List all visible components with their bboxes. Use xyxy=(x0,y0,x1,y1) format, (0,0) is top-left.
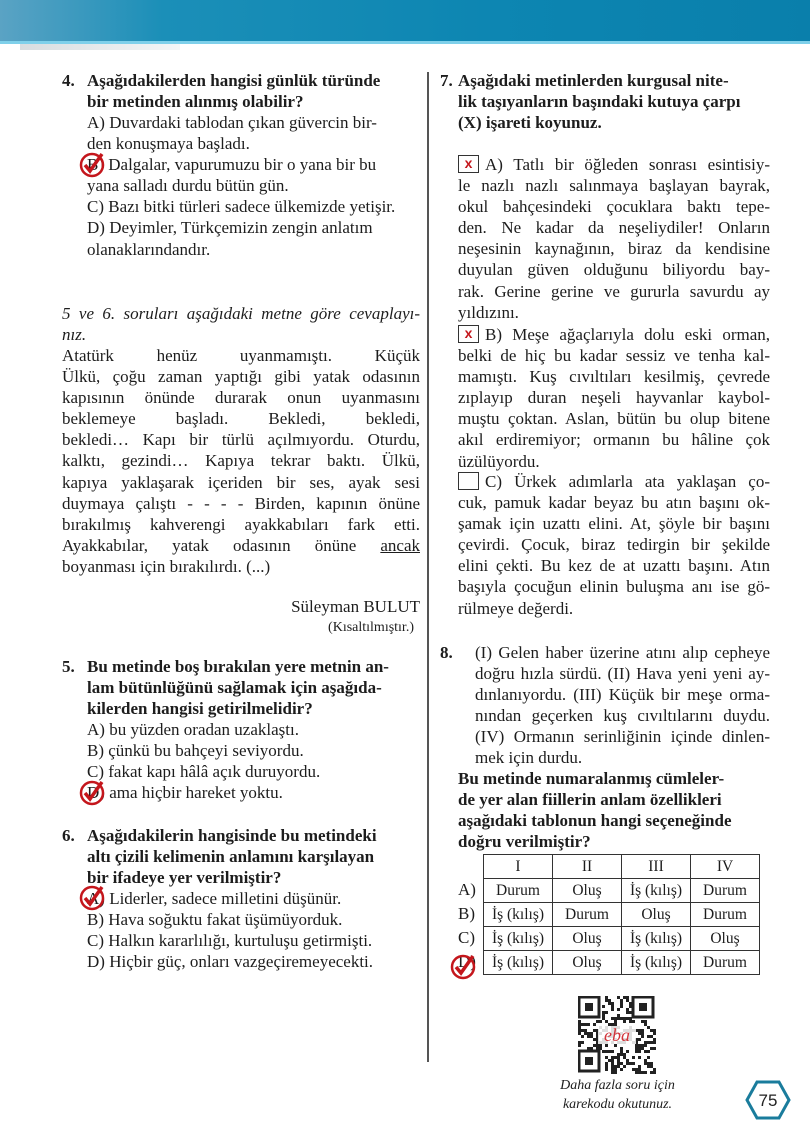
text-line: A) bu yüzden oradan uzaklaştı. xyxy=(87,720,299,739)
passage-intro xyxy=(62,303,420,345)
caption-line: Daha fazla soru için xyxy=(560,1078,675,1093)
text-line: duymaya çalıştı - - - - Birden, kapının önüne xyxy=(62,493,420,513)
text-line: kapıya yaklaşarak içeriden bir ses, ayak sesi xyxy=(62,472,420,492)
text-line: şamak için uzattı elini. At, şöyle bir başını xyxy=(458,514,770,534)
qr-code-icon[interactable] xyxy=(578,996,656,1074)
text-line: olanaklarındandır. xyxy=(87,239,211,259)
question-7-item-a xyxy=(458,154,770,323)
question-7-item-b xyxy=(458,324,770,472)
text-line: B) Dalgalar, vapurumuzu bir o yana bir bu xyxy=(87,155,377,175)
text-line: (I) Gelen haber üzerine atını alıp cepheye xyxy=(475,643,770,662)
text-line: çevirdi. Çocuk, biraz tedirgin bir şekilde xyxy=(458,535,770,555)
text-line: duyulan güven olduğunu biliyordu bay- xyxy=(458,260,770,280)
underlined-word: ancak xyxy=(380,535,420,555)
table-cell: Oluş xyxy=(553,951,622,975)
text-line: Bu metinde boş bırakılan yere metnin an- xyxy=(87,657,389,676)
text-line: kapısının önünde durarak onun uyanmasını xyxy=(62,388,420,408)
table-cell: İş (kılış) xyxy=(622,879,691,903)
text-line: belki de hiç bu kadar sessiz ve tenha kal- xyxy=(458,346,770,366)
text-line: bir metinden alınmış olabilir? xyxy=(87,92,304,112)
text-line: muştu çoktan. Aslan, bütün bu olup bitene xyxy=(458,409,770,429)
table-header: II xyxy=(553,855,622,879)
question-5-number: 5. xyxy=(62,657,75,676)
text-line: okul bahçesindeki çocuklara baktı tepe- xyxy=(458,197,770,217)
table-cell: İş (kılış) xyxy=(622,951,691,975)
item-a-lines xyxy=(458,175,770,323)
table-header-row xyxy=(484,855,760,879)
question-5-text xyxy=(87,656,420,719)
check-mark-icon xyxy=(79,780,105,806)
page-number-badge xyxy=(745,1080,791,1120)
text-line: 5 ve 6. soruları aşağıdaki metne göre cevaplayı- xyxy=(62,304,420,323)
passage-lines xyxy=(62,345,420,535)
text-line: yıldızını. xyxy=(458,302,519,322)
question-8-passage xyxy=(475,642,770,769)
text-line: rülmeye değerdi. xyxy=(458,598,574,618)
check-mark-icon xyxy=(79,885,105,911)
text-line: C) Bazı bitki türleri sadece ülkemizde yetişir. xyxy=(87,197,396,217)
question-7-text xyxy=(458,70,770,133)
source-note: (Kısaltılmıştır.) xyxy=(328,620,414,635)
table-header: IV xyxy=(691,855,760,879)
text-line: lik taşıyanların başındaki kutuya çarpı xyxy=(458,92,741,112)
text-line: dınlanıyordu. (III) Küçük bir meşe orma- xyxy=(475,685,770,705)
text-line: Atatürk henüz uyanmamıştı. Küçük xyxy=(62,346,420,365)
text-line: C) fakat kapı hâlâ açık duruyordu. xyxy=(87,762,321,782)
text-line: D) ama hiçbir hareket yoktu. xyxy=(87,783,283,803)
item-b-first-line: B) Meşe ağaçlarıyla dolu eski orman, xyxy=(485,325,770,344)
question-4-options xyxy=(87,112,420,260)
table-row xyxy=(484,903,760,927)
table-cell: Oluş xyxy=(553,927,622,951)
table-cell: İş (kılış) xyxy=(484,903,553,927)
caption-line: karekodu okutunuz. xyxy=(562,1097,673,1112)
svg-text:eba: eba xyxy=(604,1025,630,1045)
question-7-number: 7. xyxy=(440,71,453,90)
page-number: 75 xyxy=(758,1091,778,1110)
answer-table xyxy=(483,854,760,975)
text-line: bir ifadeye yer verilmiştir? xyxy=(87,868,282,888)
question-6-number: 6. xyxy=(62,826,75,845)
text-line: Aşağıdakilerden hangisi günlük türünde xyxy=(87,71,381,90)
table-cell: Oluş xyxy=(691,927,760,951)
table-row xyxy=(484,879,760,903)
text-line: elini çekti. Bu kez de at uzattı başını. Atın xyxy=(458,556,770,576)
item-c-lines xyxy=(458,492,770,619)
text-line: Aşağıdaki metinlerden kurgusal nite- xyxy=(458,71,729,90)
checkbox-a[interactable]: x xyxy=(458,155,479,173)
text-line: Aşağıdakilerin hangisinde bu metindeki xyxy=(87,826,377,845)
text-line: den. Ne kadar da neşeliydiler! Onların xyxy=(458,218,770,238)
table-cell: Durum xyxy=(553,903,622,927)
qr-caption xyxy=(540,1076,695,1114)
text-line: cuk, pamuk kadar beyaz bu atın başını ok- xyxy=(458,493,770,513)
text-line: bekledi… Kapı bir türlü açılmıyordu. Oturdu, xyxy=(62,430,420,450)
question-4-text xyxy=(87,70,420,112)
checkbox-b[interactable]: x xyxy=(458,325,479,343)
text-line: (IV) Ormanın serinliğinin içinde dinlen- xyxy=(475,727,770,747)
text-line: doğru hızla sürdü. (II) Hava yeni yeni ay- xyxy=(475,664,770,684)
text-line: kalktı, gezindi… Kapıya tekrar baktı. Ülkü, xyxy=(62,451,420,471)
item-b-lines xyxy=(458,345,770,472)
question-7-item-c xyxy=(458,471,770,619)
text-line: den konuşmaya başladı. xyxy=(87,134,250,154)
text-line: B) çünkü bu bahçeyi seviyordu. xyxy=(87,741,304,761)
row-label: D) xyxy=(458,952,476,971)
text-line: le nazlı nazlı salınmaya başlayan bayrak, xyxy=(458,176,770,196)
text-line: kilerden hangisi getirilmelidir? xyxy=(87,699,313,719)
text-line: C) Halkın kararlılığı, kurtuluşu getirmişti. xyxy=(87,931,373,951)
question-8-text xyxy=(458,768,770,852)
table-header: I xyxy=(484,855,553,879)
text-line: üzülüyordu. xyxy=(458,451,540,471)
table-cell: Durum xyxy=(691,903,760,927)
text-line: akıl erdiremiyor; ormanın bu hâline çok xyxy=(458,430,770,450)
text-line: A) Duvardaki tablodan çıkan güvercin bir- xyxy=(87,113,377,132)
text-line: zıplayıp duran neşeli hayvanlar kaybol- xyxy=(458,388,770,408)
row-label: B) xyxy=(458,904,475,923)
table-cell: Oluş xyxy=(553,879,622,903)
row-label: C) xyxy=(458,928,475,947)
page-header-band xyxy=(0,0,810,44)
item-a-first-line: A) Tatlı bir öğleden sonrası esintisiy- xyxy=(485,155,770,174)
text-line: de yer alan fiillerin anlam özellikleri xyxy=(458,790,722,810)
question-6-options xyxy=(87,888,420,972)
text-line: Bu metinde numaralanmış cümleler- xyxy=(458,769,725,788)
text-line: başıyla çocuğun elinin buluşma anı ise gö- xyxy=(458,577,770,597)
table-row xyxy=(484,927,760,951)
check-mark-icon xyxy=(79,152,105,178)
item-c-first-line: C) Ürkek adımlarla ata yaklaşan ço- xyxy=(485,472,770,491)
question-6-text xyxy=(87,825,420,888)
passage-text: Ayakkabılar, yatak odasının önüne xyxy=(62,535,357,555)
text-line: mek için durdu. xyxy=(475,748,583,768)
text-line: mamıştı. Kuş cıvıltıları kesilmiş, çevrede xyxy=(458,367,770,387)
table-cell: İş (kılış) xyxy=(622,927,691,951)
check-mark-icon xyxy=(450,954,476,980)
column-divider xyxy=(427,72,429,1062)
question-5-options xyxy=(87,719,420,803)
text-line: D) Deyimler, Türkçemizin zengin anlatım xyxy=(87,218,373,238)
text-line: nız. xyxy=(62,325,87,345)
table-cell: Oluş xyxy=(622,903,691,927)
table-cell: Durum xyxy=(484,879,553,903)
text-line: Ülkü, çoğu zaman yaptığı gibi yatak odasının xyxy=(62,367,420,387)
table-cell: İş (kılış) xyxy=(484,951,553,975)
text-line: neşesinin kaynağının, biraz da kendisine xyxy=(458,239,770,259)
text-line: doğru verilmiştir? xyxy=(458,832,591,852)
text-line: aşağıdaki tablonun hangi seçeneğinde xyxy=(458,811,732,831)
text-line: A) Liderler, sadece milletini düşünür. xyxy=(87,889,342,908)
table-header: III xyxy=(622,855,691,879)
passage xyxy=(62,345,420,577)
table-cell: Durum xyxy=(691,879,760,903)
passage-last-line: boyanması için bırakılırdı. (...) xyxy=(62,556,271,576)
text-line: D) Hiçbir güç, onları vazgeçiremeyecekti. xyxy=(87,952,374,972)
text-line: bırakılmış kahverengi ayakkabıları fark etti. xyxy=(62,514,420,534)
question-4-number: 4. xyxy=(62,71,75,90)
text-line: nından geçerken kuş cıvıltılarını duydu. xyxy=(475,706,770,726)
header-shadow xyxy=(20,44,180,50)
author: Süleyman BULUT xyxy=(291,597,420,616)
text-line: (X) işareti koyunuz. xyxy=(458,113,602,133)
table-row xyxy=(484,951,760,975)
text-line: beklemeye başladı. Bekledi, bekledi, xyxy=(62,409,420,429)
text-line: lam bütünlüğünü sağlamak için aşağıda- xyxy=(87,678,382,698)
row-label: A) xyxy=(458,880,476,899)
table-cell: İş (kılış) xyxy=(484,927,553,951)
table-cell: Durum xyxy=(691,951,760,975)
text-line: yana salladı durdu bütün gün. xyxy=(87,176,289,196)
text-line: rak. Gerine gerine ve gururla savurdu ay xyxy=(458,281,770,301)
text-line: altı çizili kelimenin anlamını karşılayan xyxy=(87,847,375,867)
text-line: B) Hava soğuktu fakat üşümüyorduk. xyxy=(87,910,343,930)
question-8-number: 8. xyxy=(440,643,453,662)
passage-line-underlined xyxy=(62,535,420,556)
